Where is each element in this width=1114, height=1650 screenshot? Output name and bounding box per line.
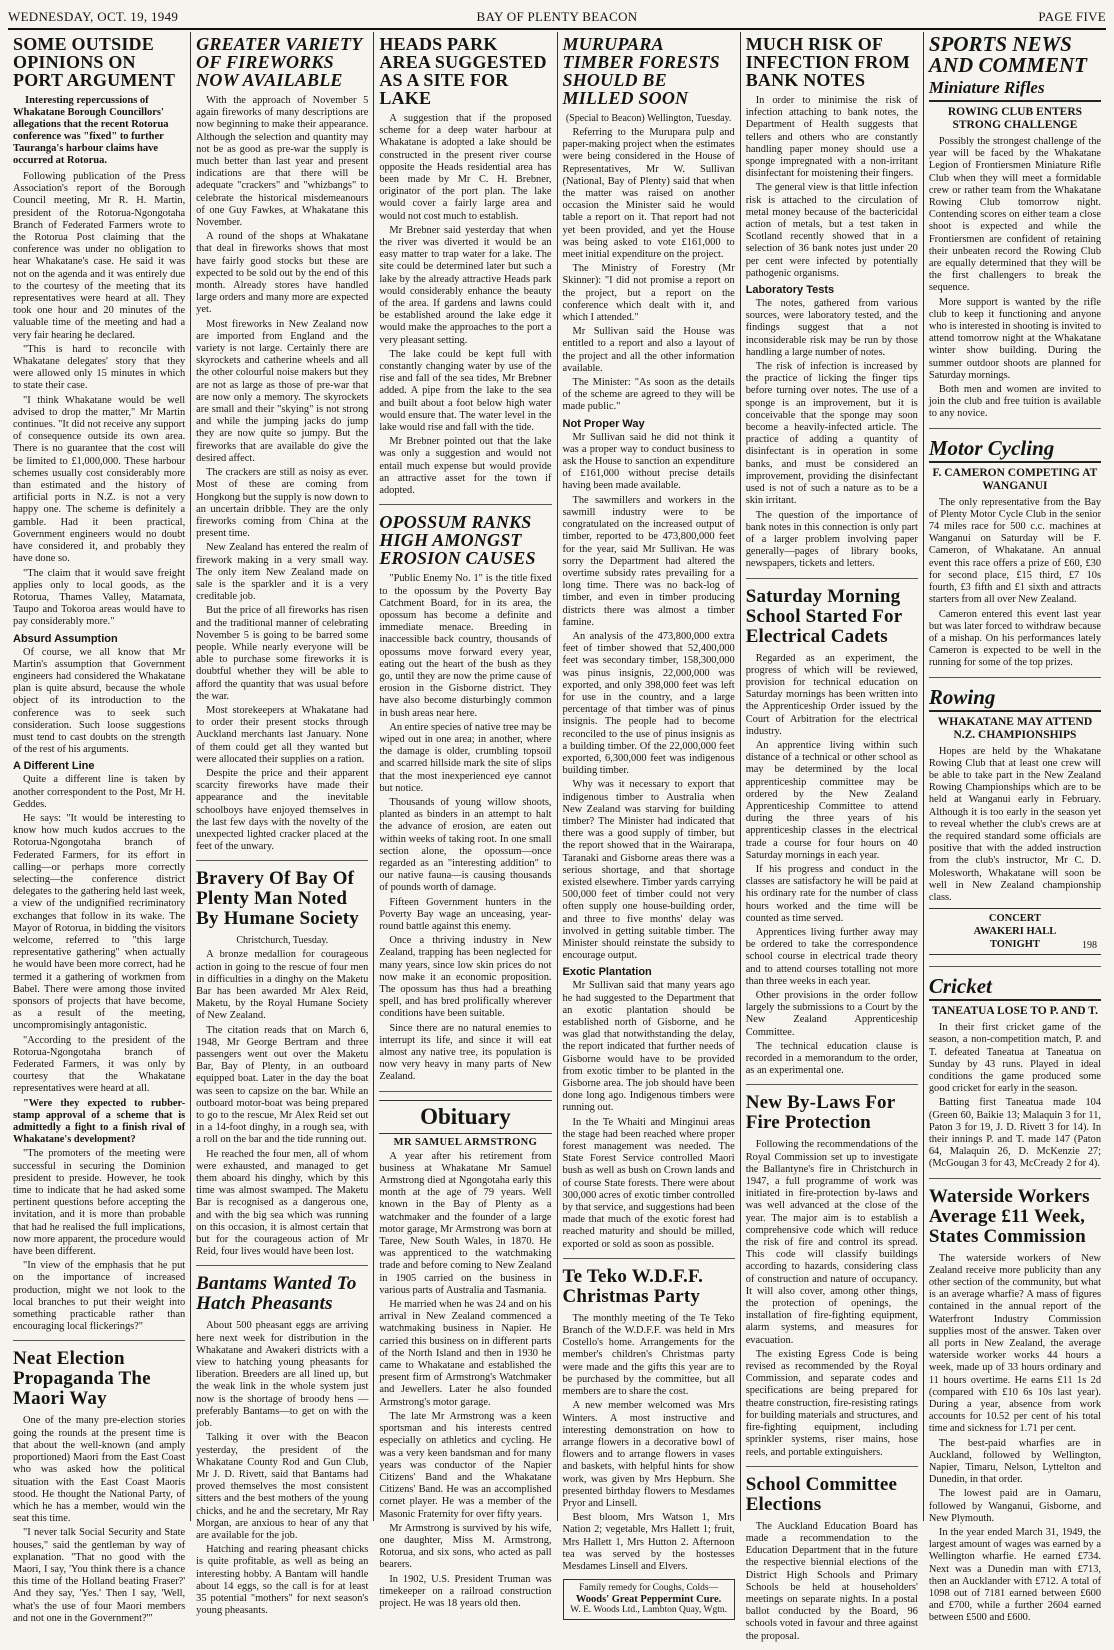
subheading: A Different Line	[13, 760, 95, 773]
article-body	[929, 1022, 1101, 1170]
paragraph: "The claim that it would save freight applies only to local goods, as the Rotorua, Thames Valley, Matamata, Taupo and Tokoroa areas would have to pay considerably more."	[13, 567, 186, 628]
paragraph: Talking it over with the Beacon yesterday, the president of the Whakatane County Rod and Gun Club, Mr J. D. Rivett, said that Bantams had proved themselves the most consistent sitters and the best mothers of the young chicks, and he and the secretary, Mr Ray Morgan, are anxious to hear of any that are available for the job.	[196, 1432, 369, 1541]
sport-section-heading: Motor Cycling	[929, 437, 1101, 463]
paragraph: Cameron entered this event last year but was later forced to withdraw because of a mishap. On his performances lately Cameron is expected to be well in the running for some of the top prizes.	[928, 608, 1102, 669]
paragraph: Thousands of young willow shoots, planted as binders in an attempt to halt the advance of erosion, are eaten out within weeks of taking root. In one small section alone, the opossum—once regarded as an "interesting addition" to our native fauna—is causing thousands of pounds worth of damage.	[379, 796, 552, 894]
sport-section-heading: Miniature Rifles	[929, 78, 1101, 102]
paragraph: "According to the president of the Rotorua-Ngongotaha branch of Federated Farmers, it was only by courtesy that the Whakatane representatives were heard at all.	[13, 1034, 186, 1095]
dateline: Christchurch, Tuesday.	[236, 935, 329, 947]
paragraph: Both men and women are invited to join the club and free tuition is available to any novice.	[928, 384, 1102, 420]
paragraph: The citation reads that on March 6, 1948, Mr George Bertram and three passengers went out over the Maketu Bar, Bay of Plenty, in an outboard equipped boat. Later in the day the boat was seen to capsize on the bar. While an outboard motor-boat was being prepared to go to the rescue, Mr Alex Reid set out in a 14-foot dinghy, in a rough sea, with a roll on the bar and the tide running out.	[196, 1024, 369, 1146]
sport-section-heading: Rowing	[929, 686, 1101, 712]
article	[929, 34, 1101, 429]
article-body	[196, 949, 368, 1258]
article	[746, 1475, 918, 1650]
paragraph: Once a thriving industry in New Zealand, trapping has been neglected for many years, since low skin prices do not now make it an economic proposition. The opossum has thus had a breathing spell, and has bred prolifically wherever conditions have been suitable.	[379, 935, 552, 1020]
article-headline: Bantams Wanted To Hatch Pheasants	[196, 1273, 357, 1315]
paragraph: "Public Enemy No. 1" is the title fixed to the opossum by the Poverty Bay Catchment Board, for in its area, the opossum has become a definite and immediate menace. Breeding in inaccessible back country, thousands of opossums move forward every year, eating out the heart of the bush as they go, until they are now the prime cause of erosion in the Gisborne district. They have also become disturbingly common in bush areas near here.	[379, 573, 552, 719]
subheading: Exotic Plantation	[562, 966, 652, 979]
subheading: Not Proper Way	[562, 417, 645, 430]
article-headline: Neat Election Propaganda The Maori Way	[13, 1348, 151, 1410]
paragraph: Mr Brebner pointed out that the lake was only a suggestion and would not entail much expense but would provide an attractive asset for the town if adopted.	[379, 436, 552, 497]
article	[929, 1187, 1101, 1632]
article-headline: Waterside Workers Average £11 Week, States Commission	[928, 1185, 1090, 1247]
article-headline: Saturday Morning School Started For Electrical Cadets	[745, 585, 902, 647]
paragraph: In the year ended March 31, 1949, the largest amount of wages was earned by a Wellington wharfie. He earned £734. Next was a Dunedin man with £713, then an Aucklander with £712. A total of 1098 out of 7181 earned between £600 and £700, while a further 2604 earned between £500 and £600.	[928, 1527, 1102, 1624]
article-body	[746, 1139, 918, 1458]
subheading: Laboratory Tests	[745, 284, 835, 297]
paragraph: But the price of all fireworks has risen and the traditional manner of celebrating November 5 is going to be barred some people. While nearly everyone will be able to purchase some fireworks it is doubtful whether they will be able to afford the quantity that was usual before the war.	[196, 605, 369, 702]
paragraph: Since there are no natural enemies to interrupt its life, and since it will eat almost any native tree, its population is now very heavy in many parts of New Zealand.	[379, 1022, 552, 1083]
column-3	[374, 32, 557, 1609]
concert-line: TONIGHT	[989, 939, 1040, 951]
article-headline: MURUPARA TIMBER FORESTS SHOULD BE MILLED SOON	[562, 34, 720, 108]
paragraph: The risk of infection is increased by the practice of licking the finger tips before turning over notes. The use of a sponge is an improvement, but it is conceivable that the sponge may soon become a heavily-infected article. The practice of adding a quantity of disinfectant is in operation in some banks, and must be considered an improvement, providing the disinfectant used is not of such a nature as to be a skin irritant.	[745, 361, 918, 507]
article-body	[746, 95, 918, 571]
article	[563, 35, 735, 1259]
article-subheadline: TANEATUA LOSE TO P. AND T.	[931, 1005, 1098, 1018]
paragraph: He married when he was 24 and on his arrival in New Zealand commenced a watchmaking business in Napier. He carried this business on in different parts of the North Island and then in 1930 he came to Whakatane and established the present firm of Armstrong's Watchmaker and Jewellers. Later he also founded Armstrong's motor garage.	[379, 1299, 552, 1408]
paragraph: Referring to the Murupara pulp and paper-making project when the estimates were being considered in the House of Representatives, Mr W. Sullivan (National, Bay of Plenty) said that when the matter was raised on another occasion the Minister said he would table a report on it. That report had not yet been provided, and yet the House was being asked to vote £161,000 to meet initial expenditure on the project.	[562, 127, 735, 261]
paragraph: Following the recommendations of the Royal Commission set up to investigate the Ballantyne's fire in Christchurch in 1947, a full programme of work was initiated in fire-protection by-laws and was well advanced at the close of the year. The major aim is to establish a comprehensive code which will reduce the risk of fire and control its spread. This code will classify buildings according to hazards, considering class of construction and nature of occupancy. It will also cover, among other things, the protection of openings, the installation of fire-fighting equipment, alarm systems, and measures for evacuation.	[745, 1139, 918, 1346]
article	[746, 1093, 918, 1466]
article-body	[563, 1313, 735, 1573]
article-subheadline: WHAKATANE MAY ATTEND N.Z. CHAMPIONSHIPS	[937, 715, 1093, 741]
article-headline: GREATER VARIETY OF FIREWORKS NOW AVAILABLE	[196, 34, 362, 90]
article	[929, 975, 1101, 1178]
article-headline: Bravery Of Bay Of Plenty Man Noted By Humane Society	[196, 868, 359, 930]
article	[379, 35, 551, 505]
paragraph: The existing Egress Code is being revised as recommended by the Royal Commission, and separate codes and specifications are being prepared for theatre construction, fire-resisting ratings for building materials and structures, and fire-fighting equipment, including sprinkler systems, riser mains, hose reels, and portable extinguishers.	[745, 1348, 918, 1458]
article-body	[929, 1253, 1101, 1625]
article-body	[196, 95, 368, 853]
article-body	[13, 171, 185, 1333]
paragraph: An analysis of the 473,800,000 extra feet of timber showed that 52,400,000 feet was secondary timber, 158,300,000 was pinus insignis, 22,000,000 was exported, and only 398,000 feet was left for use in the country, and a large percentage of that timber was of pinus insignis. The people had to become reconciled to the use of pinus insignis as a building timber. Of the 22,000,000 feet exported, 6,300,000 feet was indigenous building timber.	[562, 630, 735, 777]
paragraph: New Zealand has entered the realm of firework making in a very small way. The only item New Zealand made on sale is the sparkler and it is a very creditable job.	[196, 542, 369, 603]
paragraph: "This is hard to reconcile with Whakatane delegates' story that they were allowed only 15 minutes in which to state their case.	[13, 343, 186, 392]
article	[13, 1349, 185, 1631]
concert-notice	[929, 908, 1101, 955]
concert-line: AWAKERI HALL	[973, 926, 1057, 938]
paragraph: The sawmillers and workers in the sawmill industry were to be congratulated on the increased output of timber, reported to be 473,800,000 feet for the year, said Mr Sullivan. He was sorry the Department had altered the overtime subsidy rates prevailing for a long time. There was no back-log of timber, and even in timber producing districts there was almost a timber famine.	[562, 494, 735, 628]
article-subheadline: ROWING CLUB ENTERS STRONG CHALLENGE	[947, 106, 1083, 131]
article-body	[929, 497, 1101, 670]
bold-paragraph: "Were they expected to rubber-stamp approval of a scheme that is admittedly a fight to a finish rival of Whakatane's development?	[13, 1097, 186, 1146]
advert-line: Woods' Great Peppermint Cure.	[575, 1594, 722, 1606]
article-headline: OPOSSUM RANKS HIGH AMONGST EROSION CAUSES	[379, 512, 536, 569]
paragraph: In the Te Whaiti and Minginui areas the stage had been reached where proper forest management was needed. The State Forest Service controlled Maori bush as well as bush on Crown lands and of course State forests. There were about 300,000 acres of exotic timber controlled by that service, and suggestions had been made that much of the exotic forest had reached maturity and should be milled, exported or sold as soon as possible.	[562, 1116, 735, 1250]
article-body	[746, 1521, 918, 1643]
column-5	[741, 32, 924, 1642]
article	[746, 35, 918, 579]
article	[13, 35, 185, 1341]
subheading: Absurd Assumption	[13, 632, 118, 645]
paragraph: Mr Sullivan said that many years ago he had suggested to the Department that an exotic plantation should be established north of Gisborne, and he was glad that notwithstanding the delay, the report indicated that further needs of Gisborne would have to be provided from exotic timber to be planted in the Gisborne area. The job should have been done long ago. Indigenous timbers were running out.	[562, 980, 735, 1114]
paragraph: Why was it necessary to export that indigenous timber to Australia when New Zealand was starving for building timber? The Minister had indicated that there was a good supply of timber, but the report showed that in the Wairarapa, Taranaki and Gisborne areas there was a serious shortage, and that shortage existed elsewhere. Timber yards carrying 500,000 feet of timber could not very often supply one house-building order, and three to five months' delay was involved in getting suitable timber. The Minister should reinstate the subsidy to encourage output.	[562, 779, 735, 962]
paragraph: Most fireworks in New Zealand now are imported from England and the variety is not large. Certainly there are skyrockets and catherine wheels and all the other colourful noise makers but they are not as large as those of pre-war that are now only a memory. The skyrockets are small and their "skying" is not strong and while the jumping jacks do jump they are now quite so jumpy. But the fireworks that are available do give the desired affect.	[196, 318, 369, 464]
paragraph: Of course, we all know that Mr Martin's assumption that Government engineers had considered the Whakatane plan is quite absurd, because the whole object of its introduction to the conference was to seek such consideration. Such loose suggestions must tend to cast doubts on the strength of the rest of his arguments.	[13, 646, 186, 756]
paragraph: An entire species of native tree may be wiped out in one area; in another, where the damage is older, crumbling topsoil and scarred hillside mark the site of slips that the most inexperienced eye cannot but notice.	[379, 721, 552, 794]
paragraph: The late Mr Armstrong was a keen sportsman and his interests centred especially on athletics and cycling. He was a very keen bandsman and for many years was conductor of the Napier Citizens' Band and the Whakatane Citizens' Band. He was an accomplished cornet player. He was a member of the Masonic Fraternity for over fifty years.	[379, 1410, 552, 1520]
paragraph: The monthly meeting of the Te Teko Branch of the W.D.F.F. was held in Mrs Costello's home. Arrangements for the member's children's Christmas party were made and the gifts this year are to be purchased by the committee, but all members are to share the cost.	[562, 1312, 735, 1398]
paragraph: The technical education clause is recorded in a memorandum to the order, as an experimental one.	[745, 1040, 918, 1077]
paragraph: The Auckland Education Board has made a recommendation to the Education Department that in the future the respective biennial elections of the District High Schools and Primary Schools be held at householders' meetings on separate nights. In a postal ballot conducted by the Board, 96 schools voted in favour and three against the proposal.	[745, 1520, 918, 1642]
paragraph: Mr Armstrong is survived by his wife, one daughter, Miss M. Armstrong, Rotorua, and six sons, who acted as pall bearers.	[379, 1522, 552, 1571]
paragraph: Quite a different line is taken by another correspondent to the Post, Mr H. Geddes.	[13, 774, 186, 810]
paragraph: Mr Brebner said yesterday that when the river was diverted it would be an easy matter to trap water for a lake. The site could be determined later but such a lake by the already attractive Heads park would considerably enhance the beauty of the area. If gardens and lawns could be established around the lake edge it would make the approaches to the port a very pleasant setting.	[379, 224, 552, 346]
paragraph: Following publication of the Press Association's report of the Borough Council meeting, Mr R. H. Martin, president of the Rotorua-Ngongotaha Branch of Federated Farmers wrote to the Rotorua Post claiming that the conference was under no obligation to hear Whakatane's case. He said it was not on the agenda and it was entirely due to the courtesy of the meeting that its representatives were heard at all. They took one hour and 20 minutes of the valuable time of the meeting and had a very fair hearing he declared.	[13, 171, 186, 341]
paragraph: The Minister: "As soon as the details of the scheme are agreed to they will be made public."	[562, 377, 735, 413]
paragraph: A suggestion that if the proposed scheme for a deep water harbour at Whakatane is adopted a lake should be constructed in the present river course opposite the Heads residential area has been made by Mr C. H. Brebner, originator of the port plan. The lake would cover a fairly large area and would not cost much to establish.	[379, 113, 552, 222]
article-intro: Interesting repercussions of Whakatane Borough Councillors' allegations that the recent Rotorua conference was "fixed" to further Tauranga's harbour claims have occurred at Rotorua.	[13, 95, 169, 166]
paragraph: In 1902, U.S. President Truman was timekeeper on a railroad construction project. He was 18 years old then.	[379, 1573, 552, 1609]
article-headline: MUCH RISK OF INFECTION FROM BANK NOTES	[745, 34, 910, 90]
concert-line: CONCERT	[988, 913, 1042, 925]
article-body	[379, 1151, 551, 1611]
paragraph: The question of the importance of bank notes in this connection is only part of a larger problem involving paper generally—pages of library books, newspapers, tickets and letters.	[745, 509, 918, 570]
paragraph: If his progress and conduct in the classes are satisfactory he will be paid at his ordinary rate for the number of class hours worked and the time will be counted as time served.	[745, 863, 918, 924]
paragraph: More support is wanted by the rifle club to keep it functioning and anyone who is interested in shooting is invited to attend tomorrow night at the Whakatane winter show building. During the summer outdoor shoots are planned for Saturday mornings.	[928, 296, 1102, 381]
article	[196, 1274, 368, 1624]
paragraph: The Ministry of Forestry (Mr Skinner): "I did not promise a report on the project, but a report on the conference which dealt with it, and which I attended."	[562, 263, 735, 324]
advert-line: Family remedy for Coughs, Colds—	[579, 1583, 719, 1594]
paragraph: The waterside workers of New Zealand receive more publicity than any other section of the community, but what is an average wharfie? A mass of figures contained in the annual report of the Waterfront Industry Commission supplies most of the answer. Taken over all ports in New Zealand, the average waterside worker works 44 hours a week, made up of 33 hours ordinary and 11 hours overtime. He earns £11 1s 2d (compared with £10 6s 10s last year). During a year, absence from work accounts for 10.52 per cent of his total time and sickness for 1.71 per cent.	[928, 1252, 1102, 1435]
paragraph: Most storekeepers at Whakatane had to order their present stocks through Auckland merchants last January. None of them could get all they wanted but were allocated their supplies on a ration.	[196, 704, 369, 765]
column-4	[558, 32, 741, 1616]
paragraph: Possibly the strongest challenge of the year will be faced by the Whakatane Legion of Frontiersmen Miniature Rifle Club when they will meet a formidable crew or rather team from the Whakatane Rowing Club tomorrow night. Contending scores on either team a close shoot is expected and while the Frontiersmen are confident of retaining their unbeaten record the Rowing Club are equally determined that they will be the first challengers to break the sequence.	[928, 136, 1102, 294]
advertisement	[563, 1579, 735, 1620]
obituary-heading: Obituary	[379, 1100, 551, 1134]
paragraph: "In view of the emphasis that he put on the importance of increased production, might we not look to the local branches to put their weight into something practicable rather than encouraging local flickerings?"	[13, 1260, 186, 1333]
article-body	[379, 113, 551, 497]
paragraph: A year after his retirement from business at Whakatane Mr Samuel Armstrong died at Ngongotaha early this month at the age of 79 years. Well known in the Bay of Plenty as a watchmaker and the founder of a large motor garage, Mr Armstrong was born at Taree, New South Wales, in 1870. He was apprenticed to the watchmaking trade and before coming to New Zealand in 1905 carried on the business in various parts of Australia and Tasmania.	[379, 1150, 552, 1296]
article-headline: HEADS PARK AREA SUGGESTED AS A SITE FOR LAKE	[379, 34, 547, 108]
paragraph: A bronze medallion for courageous action in going to the rescue of four men in difficulties in a dinghy on the Maketu Bar has been awarded Mr Alex Reid, Maketu, by the Royal Humane Society of New Zealand.	[196, 949, 369, 1022]
paragraph: "I never talk Social Security and State houses," said the gentleman by way of explanation. "That no good with the Maori, I say, 'You think there is a chance this time of the Holland beating Fraser?' And they say, 'Yes.' Then I say, 'Well, what's the use of four Maori members and not one in the Government?'"	[13, 1527, 186, 1624]
notice-number: 198	[1082, 940, 1098, 952]
paragraph: The notes, gathered from various sources, were laboratory tested, and the findings suggest that a not inconsiderable risk may be run by those handling a large number of notes.	[745, 298, 918, 358]
paragraph: A new member welcomed was Mrs Winters. A most instructive and interesting demonstration on how to arrange flowers in a decorative bowl of flowers and to arrange flowers in vases and baskets, with helpful hints for show work, was given by Mrs Hepburn. She presented birthday flowers to Mesdames Pryor and Linsell.	[562, 1400, 735, 1509]
paragraph: He says: "It would be interesting to know how much kudos accrues to the Rotorua-Ngongotaha branch of Federated Farmers, for its effort in calling—or perhaps more correctly selecting—the conference district delegates to the gathering held last week, a view of the undignified recriminatory exchanges that follow in its wake. The Mayor of Rotorua, in bidding the visitors welcome, referred to "this large representative gathering" when actually he would have been more correct, had he termed it a gathering of workmen from Babel. There were among those invited sponsors of projects that have become, as a result of the meeting, uncompromisingly antagonistic.	[13, 812, 186, 1032]
issue-date: WEDNESDAY, OCT. 19, 1949	[8, 9, 179, 24]
paragraph: Hatching and rearing pheasant chicks is quite profitable, as well as being an interesting hobby. A Bantam will handle about 14 eggs, so the call is for at least 35 potential "mothers" for next season's young pheasants.	[196, 1544, 369, 1617]
paragraph: Other provisions in the order follow largely the submissions to a Court by the New Zealand Apprenticeship Committee.	[745, 990, 918, 1038]
paragraph: The general view is that little infection risk is attached to the circulation of metal money because of the bactericidal action of metals, but a test taken in Scotland recently showed that in a selection of 36 bank notes just under 20 per cent were infected by potentially pathogenic organisms.	[745, 182, 918, 279]
sport-section-heading: Cricket	[929, 975, 1101, 1001]
advert-line: W. E. Woods Ltd., Lambton Quay, Wgtn.	[570, 1605, 727, 1616]
paragraph: A round of the shops at Whakatane that deal in fireworks shows that most have fairly good stocks but these are expected to be sold out by the end of this month. Already stores have handled large orders and many more are expected yet.	[196, 231, 369, 316]
article-body	[929, 136, 1101, 421]
paragraph: "I think Whakatane would be well advised to drop the matter," Mr Martin continues. "It did not receive any support of consequence outside its own area. There is no guarantee that the cost will be limited to £1,000,000. These harbour schemes usually cost considerably more than estimated and the history of artificial ports in N.Z. is not a very happy one. The scheme is definitely a gamble. Had it been practical, Government engineers would no doubt have considered it, and probably they have done so.	[13, 394, 186, 565]
page-number: PAGE FIVE	[1038, 9, 1106, 24]
column-1	[8, 32, 191, 1624]
paragraph: Regarded as an experiment, the progress of which will be reviewed, provision for technical education on Saturday mornings has been written into the Apprenticeship Order issued by the Court of Arbitration for the electrical industry.	[745, 652, 918, 737]
article-body	[929, 746, 1101, 905]
paragraph: Fifteen Government hunters in the Poverty Bay wage an unceasing, year-round battle against this enemy.	[379, 896, 552, 932]
obituary-name: MR SAMUEL ARMSTRONG	[393, 1136, 538, 1148]
dateline: (Special to Beacon) Wellington, Tuesday.	[565, 113, 732, 124]
article	[196, 869, 368, 1266]
article-headline: SOME OUTSIDE OPINIONS ON PORT ARGUMENT	[13, 34, 176, 90]
page-columns	[8, 32, 1106, 1642]
newspaper-name: BAY OF PLENTY BEACON	[476, 9, 638, 24]
column-2	[191, 32, 374, 1617]
paragraph: The lowest paid are in Oamaru, followed by Wanganui, Gisborne, and New Plymouth.	[928, 1488, 1102, 1524]
article-headline: Te Teko W.D.F.F. Christmas Party	[562, 1265, 704, 1307]
article	[563, 1267, 735, 1625]
paragraph: The lake could be kept full with constantly changing water by use of the rise and fall of the sea tides, Mr Brebner added. A pipe from the lake to the sea and built about a foot below high water would ensure that. The water level in the lake would rise and fall with the tide.	[379, 348, 552, 434]
article-headline: New By-Laws For Fire Protection	[745, 1092, 896, 1134]
article	[379, 1100, 551, 1618]
column-6	[924, 32, 1106, 1624]
article-body	[196, 1320, 368, 1617]
paragraph: Despite the price and their apparent scarcity fireworks have made their appearance and the inevitable schoolboys have enjoyed themselves in the last few days with the novelty of the unexpected lighted cracker placed at the feet of the unwary.	[196, 767, 369, 853]
article-body	[13, 1415, 185, 1624]
paragraph: Mr Sullivan said the House was entitled to a report and also a layout of the project and all the other information available.	[562, 326, 735, 374]
paragraph: In their first cricket game of the season, a non-competition match, P. and T. defeated Taneatua at Taneatua on Sunday by 43 runs. Played in ideal conditions the game produced some good cricket for early in the season.	[928, 1022, 1102, 1095]
paragraph: In order to minimise the risk of infection attaching to bank notes, the Department of Health suggests that tellers and others who are constantly handling paper money should use a sponge impregnated with a non-irritant disinfectant for moistening their fingers.	[745, 95, 918, 180]
article-body	[746, 653, 918, 1078]
paragraph: The best-paid wharfies are in Auckland, followed by Wellington, Napier, Timaru, Nelson, Lyttelton and Dunedin, in that order.	[928, 1437, 1102, 1486]
paragraph: He reached the four men, all of whom were exhausted, and managed to get them aboard his dinghy, which by this time was almost swamped. The Maketu Bar is recognised as a dangerous one, and with the big sea which was running on this occasion, it is almost certain that but for the courageous action of Mr Reid, four lives would have been lost.	[196, 1148, 369, 1258]
article	[746, 587, 918, 1086]
paragraph: Apprentices living further away may be ordered to take the correspondence school course in electrical trade theory and to attend courses totalling not more than three weeks in each year.	[745, 926, 918, 987]
paragraph: The crackers are still as noisy as ever. Most of these are coming from Hongkong but the supply is now down to an uncertain dribble. They are the only fireworks coming from China at the present time.	[196, 467, 369, 540]
article-subheadline: F. CAMERON COMPETING AT WANGANUI	[932, 466, 1098, 492]
paragraph: Mr Sullivan said he did not think it was a proper way to conduct business to ask the House to sanction an expenditure of £161,000 without precise details having been made available.	[562, 431, 735, 492]
article-body	[563, 127, 735, 1251]
paragraph: The only representative from the Bay of Plenty Motor Cycle Club in the senior 74 miles race for 500 c.c. machines at Wanganui on Saturday will be F. Cameron, of Whakatane. An annual event this race offers a prize of £60, £30 for second place, £15 third, £7 10s fourth, £3 fifth and £1 sixth and attracts starters from all over New Zealand.	[928, 496, 1102, 606]
paragraph: With the approach of November 5 again fireworks of many descriptions are now beginning to make their appearance. Although the selection and quantity may not be as good as pre-war the supply is much better than last year and present indications are that there will be adequate "crackers" and "whizbangs" to celebrate the historical misdemeanours of one Guy Fawkes, at Whakatane this November.	[196, 95, 369, 229]
section-headline: SPORTS NEWS AND COMMENT	[928, 32, 1087, 77]
article-headline: School Committee Elections	[745, 1473, 898, 1515]
paragraph: An apprentice living within such distance of a technical or other school as may be determined by the local apprenticeship committee may be ordered by the New Zealand Apprenticeship Committee to attend during the three years of his apprenticeship classes in the electrical trade a course for four hours on 40 Saturday mornings in each year.	[745, 739, 918, 861]
paragraph: Hopes are held by the Whakatane Rowing Club that at least one crew will be able to take part in the New Zealand Rowing Championships which are to be held at Wanganui early in February. Although it is too early in the season yet to reveal whether the club's crews are at the required standard some officials are positive that with the added instruction from the club's instructor, Mr C. D. Molesworth, Whakatane will soon be well in New Zealand championship class.	[928, 745, 1102, 903]
paragraph: One of the many pre-election stories going the rounds at the present time is that about the well-known (and amply proportioned) Maori from the East Coast who was asked how the political situation with the East Coast Maoris stood. He thought the National Party, of which he has a member, would win the seat this time.	[13, 1415, 186, 1525]
article	[929, 686, 1101, 968]
paragraph: About 500 pheasant eggs are arriving here next week for distribution in the Whakatane and Awakeri districts with a view to hatching young pheasants for liberation. Breeders are all lined up, but the weak link in the whole system just now is the shortage of broody hens —preferably Bantams—to get on with the job.	[196, 1320, 369, 1430]
paragraph: "The promoters of the meeting were successful in securing the Dominion president to preside. However, he took time to indicate that he had asked some pertinent questions before accepting the invitation, and it is more than probable that had he realised the full implications, now more apparent, the procedure would have been different.	[13, 1148, 186, 1258]
paragraph: Best bloom, Mrs Watson 1, Mrs Nation 2; vegetable, Mrs Hallett 1; fruit, Mrs Hallett 1, Mrs Hutton 2. Afternoon tea was served by the hostesses Mesdames Linsell and Elvers.	[562, 1512, 735, 1572]
article	[929, 437, 1101, 678]
article-body	[379, 573, 551, 1083]
paragraph: Batting first Taneatua made 104 (Green 60, Baikie 13; Malaquin 3 for 11, Paton 3 for 19, J. D. Rivett 3 for 14). In their innings P. and T. made 147 (Paton 64, Malaquin 26, D. McKenzie 27; (McGougan 3 for 43, McCready 2 for 4).	[928, 1097, 1102, 1170]
masthead	[8, 6, 1106, 30]
article	[379, 513, 551, 1091]
article	[196, 35, 368, 861]
